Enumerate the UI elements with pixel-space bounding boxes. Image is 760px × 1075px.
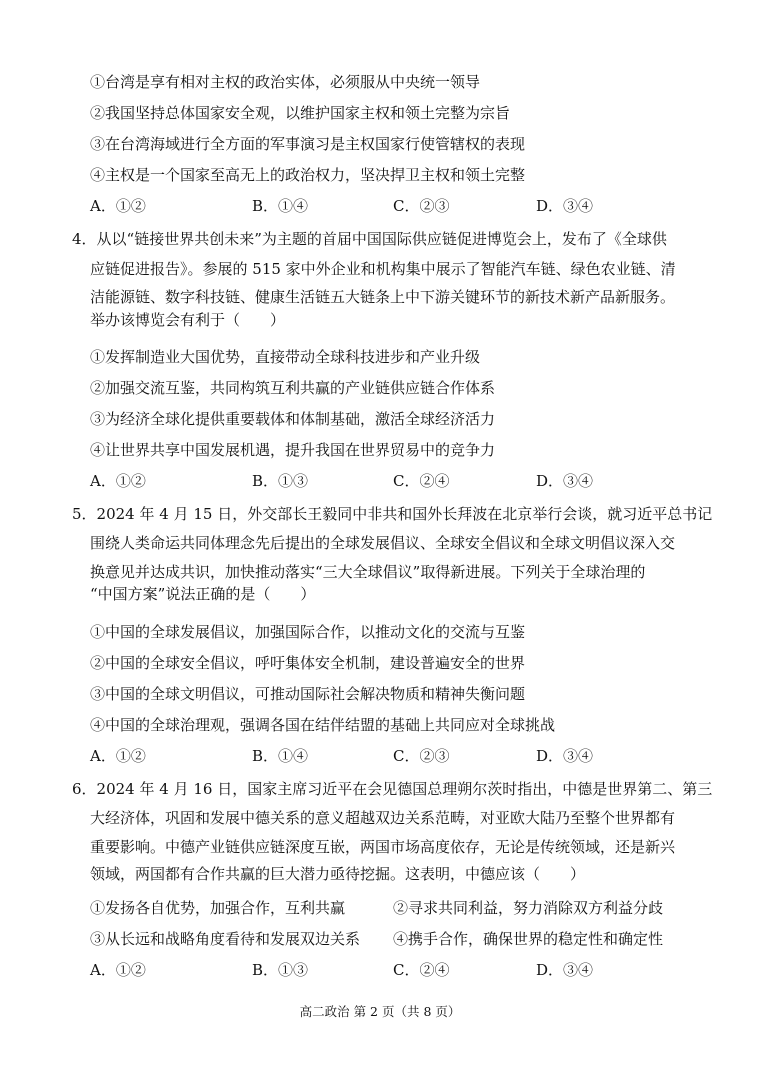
q5-stem-line-2: 围绕人类命运共同体理念先后提出的全球发展倡议、全球安全倡议和全球文明倡议深入交 [90,534,676,552]
q5-stem-line-4: “中国方案”说法正确的是（ ） [90,585,316,603]
q4-statement-4: ④让世界共享中国发展机遇，提升我国在世界贸易中的竞争力 [90,441,496,459]
q5-statement-2: ②中国的全球安全倡议，呼吁集体安全机制，建设普遍安全的世界 [90,654,526,672]
q6-stem-line-1: 6．2024 年 4 月 16 日，国家主席习近平在会见德国总理朔尔茨时指出，中德是世界第二、第三 [72,780,713,798]
q5-option-b: B．①④ [252,747,309,765]
q4-option-d: D．③④ [536,472,594,490]
q6-statement-2: ②寻求共同利益，努力消除双方利益分歧 [393,899,664,917]
q4-option-c: C．②④ [393,472,450,490]
q6-stem-line-3: 重要影响。中德产业链供应链深度互嵌，两国市场高度依存，无论是传统领域，还是新兴 [90,838,676,856]
q5-statement-3: ③中国的全球文明倡议，可推动国际社会解决物质和精神失衡问题 [90,685,526,703]
q4-statement-3: ③为经济全球化提供重要载体和体制基础，激活全球经济活力 [90,410,496,428]
q6-statement-1: ①发扬各自优势，加强合作，互利共赢 [90,899,346,917]
q6-stem-line-2: 大经济体，巩固和发展中德关系的意义超越双边关系范畴，对亚欧大陆乃至整个世界都有 [90,809,676,827]
q6-statement-3: ③从长远和战略角度看待和发展双边关系 [90,930,361,948]
q5-option-c: C．②③ [393,747,450,765]
q4-stem-line-4: 举办该博览会有利于（ ） [90,311,286,329]
q3-statement-3: ③在台湾海域进行全方面的军事演习是主权国家行使管辖权的表现 [90,135,526,153]
q5-option-d: D．③④ [536,747,594,765]
q3-option-d: D．③④ [536,197,594,215]
q4-stem-line-1: 4．从以“链接世界共创未来”为主题的首届中国国际供应链促进博览会上，发布了《全球供 [72,230,667,248]
q4-statement-1: ①发挥制造业大国优势，直接带动全球科技进步和产业升级 [90,348,481,366]
q5-statement-4: ④中国的全球治理观，强调各国在结伴结盟的基础上共同应对全球挑战 [90,716,556,734]
q5-stem-line-3: 换意见并达成共识，加快推动落实“三大全球倡议”取得新进展。下列关于全球治理的 [90,563,646,581]
q5-stem-line-1: 5．2024 年 4 月 15 日，外交部长王毅同中非共和国外长拜波在北京举行会谈，就习近平总书记 [72,505,713,523]
q4-statement-2: ②加强交流互鉴，共同构筑互利共赢的产业链供应链合作体系 [90,379,496,397]
q5-option-a: A．①② [90,747,146,765]
q3-option-a: A．①② [90,197,146,215]
q3-statement-1: ①台湾是享有相对主权的政治实体，必须服从中央统一领导 [90,73,481,91]
q6-stem-line-4: 领域，两国都有合作共赢的巨大潜力亟待挖掘。这表明，中德应该（ ） [90,865,586,883]
q4-option-b: B．①③ [252,472,309,490]
q5-statement-1: ①中国的全球发展倡议，加强国际合作，以推动文化的交流与互鉴 [90,623,526,641]
q4-option-a: A．①② [90,472,146,490]
q3-option-c: C．②③ [393,197,450,215]
q3-statement-2: ②我国坚持总体国家安全观，以维护国家主权和领土完整为宗旨 [90,104,511,122]
q6-option-b: B．①③ [252,961,309,979]
q3-option-b: B．①④ [252,197,309,215]
page-footer: 高二政治 第 2 页（共 8 页） [299,1004,461,1019]
q4-stem-line-3: 洁能源链、数字科技链、健康生活链五大链条上中下游关键环节的新技术新产品新服务。 [90,288,676,306]
q3-statement-4: ④主权是一个国家至高无上的政治权力，坚决捍卫主权和领土完整 [90,166,526,184]
q6-option-d: D．③④ [536,961,594,979]
q6-option-a: A．①② [90,961,146,979]
q6-statement-4: ④携手合作，确保世界的稳定性和确定性 [393,930,664,948]
q4-stem-line-2: 应链促进报告》。参展的 515 家中外企业和机构集中展示了智能汽车链、绿色农业链、清 [90,260,676,278]
q6-option-c: C．②④ [393,961,450,979]
